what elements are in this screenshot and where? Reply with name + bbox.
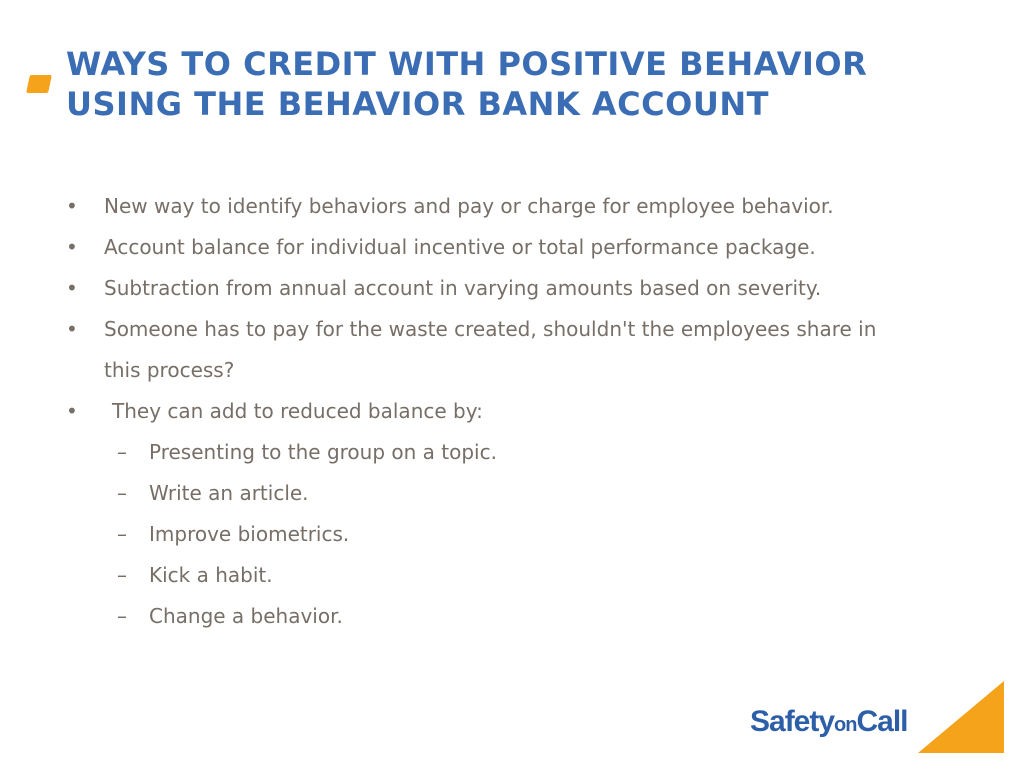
bullet-list	[66, 186, 966, 637]
logo-text-on: on	[834, 714, 857, 736]
title-line-2: USING THE BEHAVIOR BANK ACCOUNT	[66, 85, 769, 123]
sub-bullet-marker: –	[117, 563, 127, 587]
sub-bullet-marker: –	[117, 440, 127, 464]
sub-bullet-item	[66, 432, 966, 473]
title-line-1: WAYS TO CREDIT WITH POSITIVE BEHAVIOR	[66, 45, 868, 83]
sub-bullet-text: Kick a habit.	[149, 563, 273, 587]
bullet-text: Account balance for individual incentive or total performance package.	[104, 235, 816, 259]
bullet-marker: •	[66, 235, 78, 259]
sub-bullet-marker: –	[117, 604, 127, 628]
sub-bullet-text: Improve biometrics.	[149, 522, 350, 546]
bullet-text-line-1: Someone has to pay for the waste created, shouldn't the employees share in	[104, 317, 877, 341]
slide-title	[66, 44, 966, 124]
sub-bullet-marker: –	[117, 481, 127, 505]
bullet-marker: •	[66, 194, 78, 218]
bullet-text: They can add to reduced balance by:	[112, 399, 483, 423]
bullet-item	[66, 227, 966, 268]
sub-bullet-text: Presenting to the group on a topic.	[149, 440, 497, 464]
sub-bullet-text: Write an article.	[149, 481, 309, 505]
logo-text-call: Call	[856, 705, 908, 738]
safety-on-call-logo	[750, 705, 908, 745]
sub-bullet-item	[66, 596, 966, 637]
sub-bullet-marker: –	[117, 522, 127, 546]
bullet-marker: •	[66, 276, 78, 300]
bullet-item	[66, 391, 966, 432]
sub-bullet-item	[66, 514, 966, 555]
bullet-item	[66, 309, 966, 391]
sub-bullet-item	[66, 473, 966, 514]
sub-bullet-text: Change a behavior.	[149, 604, 343, 628]
bullet-item	[66, 268, 966, 309]
bullet-text: New way to identify behaviors and pay or charge for employee behavior.	[104, 194, 834, 218]
bullet-text: Subtraction from annual account in varying amounts based on severity.	[104, 276, 822, 300]
bullet-marker: •	[66, 399, 78, 423]
title-accent-mark	[26, 75, 52, 93]
logo-text-safety: Safety	[750, 705, 835, 738]
corner-triangle-decoration	[918, 681, 1004, 753]
bullet-item	[66, 186, 966, 227]
sub-bullet-item	[66, 555, 966, 596]
bullet-text-line-2: this process?	[104, 358, 235, 382]
bullet-marker: •	[66, 317, 78, 341]
